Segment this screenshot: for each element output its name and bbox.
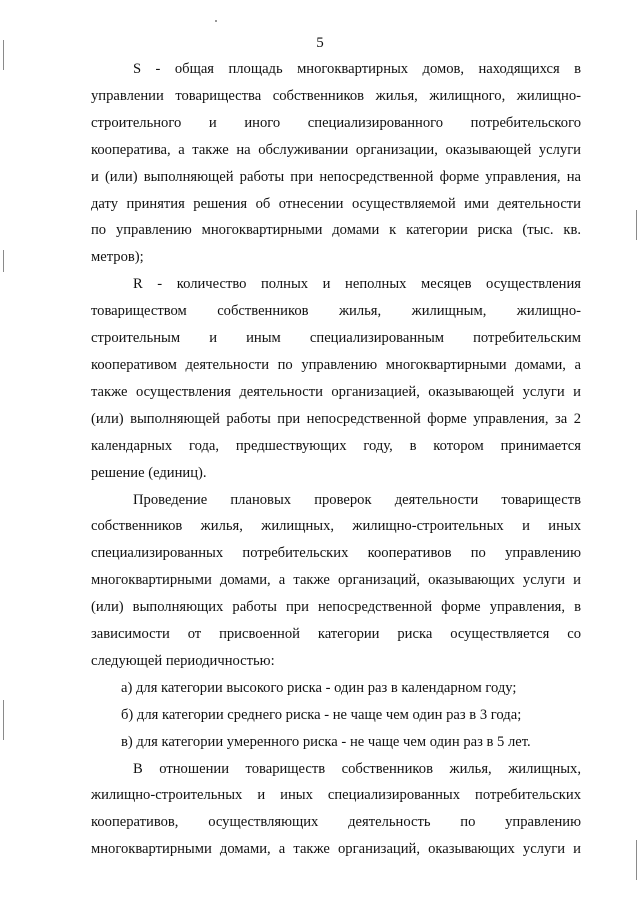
text-line: кооперативов, осуществляющих деятельность по управлению [91, 814, 581, 831]
scan-edge-mark [3, 250, 4, 272]
text-line: многоквартирными домами, а также организаций, оказывающих услуги и [91, 841, 581, 858]
text-line: строительным и иным специализированным потребительским [91, 330, 581, 347]
paragraph-r-definition [91, 271, 581, 486]
text-line: Проведение плановых проверок деятельности товариществ [133, 491, 581, 508]
text-line: зависимости от присвоенной категории риска осуществляется со [91, 626, 581, 643]
text-line: товариществом собственников жилья, жилищным, жилищно- [91, 303, 581, 320]
list-item: в) для категории умеренного риска - не чаще чем один раз в 5 лет. [121, 733, 531, 750]
page-number: 5 [316, 35, 324, 51]
text-line: специализированных потребительских кооперативов по управлению [91, 545, 581, 562]
text-line: также осуществления деятельности организацией, оказывающей услуги и [91, 383, 581, 400]
text-line: В отношении товариществ собственников жилья, жилищных, [133, 760, 581, 777]
text-line: метров); [91, 249, 144, 266]
text-line: R - количество полных и неполных месяцев осуществления [133, 276, 581, 293]
text-line: кооператива, а также на обслуживании организации, оказывающей услуги [91, 141, 581, 158]
text-line: кооперативом деятельности по управлению многоквартирными домами, а [91, 356, 581, 373]
paragraph-final [91, 756, 581, 864]
scan-edge-mark [3, 40, 4, 70]
list-item: б) для категории среднего риска - не чаще чем один раз в 3 года; [121, 706, 522, 723]
paragraph-s-definition [91, 56, 581, 271]
scan-dust-dot [215, 20, 217, 22]
text-line: многоквартирными домами, а также организаций, оказывающих услуги и [91, 572, 581, 589]
text-line: жилищно-строительных и иных специализированных потребительских [91, 787, 581, 804]
scan-edge-mark [636, 210, 637, 240]
text-line: следующей периодичностью: [91, 652, 275, 669]
risk-category-list [91, 675, 581, 756]
text-line: и (или) выполняющей работы при непосредственной форме управления, на [91, 168, 581, 185]
text-line: строительного и иного специализированного потребительского [91, 114, 581, 131]
text-line: (или) выполняющих работы при непосредственной форме управления, в [91, 599, 581, 616]
scan-edge-mark [636, 840, 637, 880]
document-body [91, 56, 581, 863]
scan-edge-mark [3, 700, 4, 740]
list-item: а) для категории высокого риска - один раз в календарном году; [121, 679, 517, 696]
text-line: управлении товарищества собственников жилья, жилищного, жилищно- [91, 87, 581, 104]
text-line: решение (единиц). [91, 464, 207, 481]
text-line: S - общая площадь многоквартирных домов, находящихся в [133, 61, 581, 77]
text-line: (или) выполняющей работы при непосредственной форме управления, за 2 [91, 410, 581, 427]
paragraph-inspection-frequency [91, 487, 581, 675]
text-line: собственников жилья, жилищных, жилищно-строительных и иных [91, 518, 581, 535]
text-line: календарных года, предшествующих году, в котором принимается [91, 437, 581, 454]
text-line: по управлению многоквартирными домами к категории риска (тыс. кв. [91, 222, 581, 239]
text-line: дату принятия решения об отнесении осуществляемой ими деятельности [91, 195, 581, 212]
